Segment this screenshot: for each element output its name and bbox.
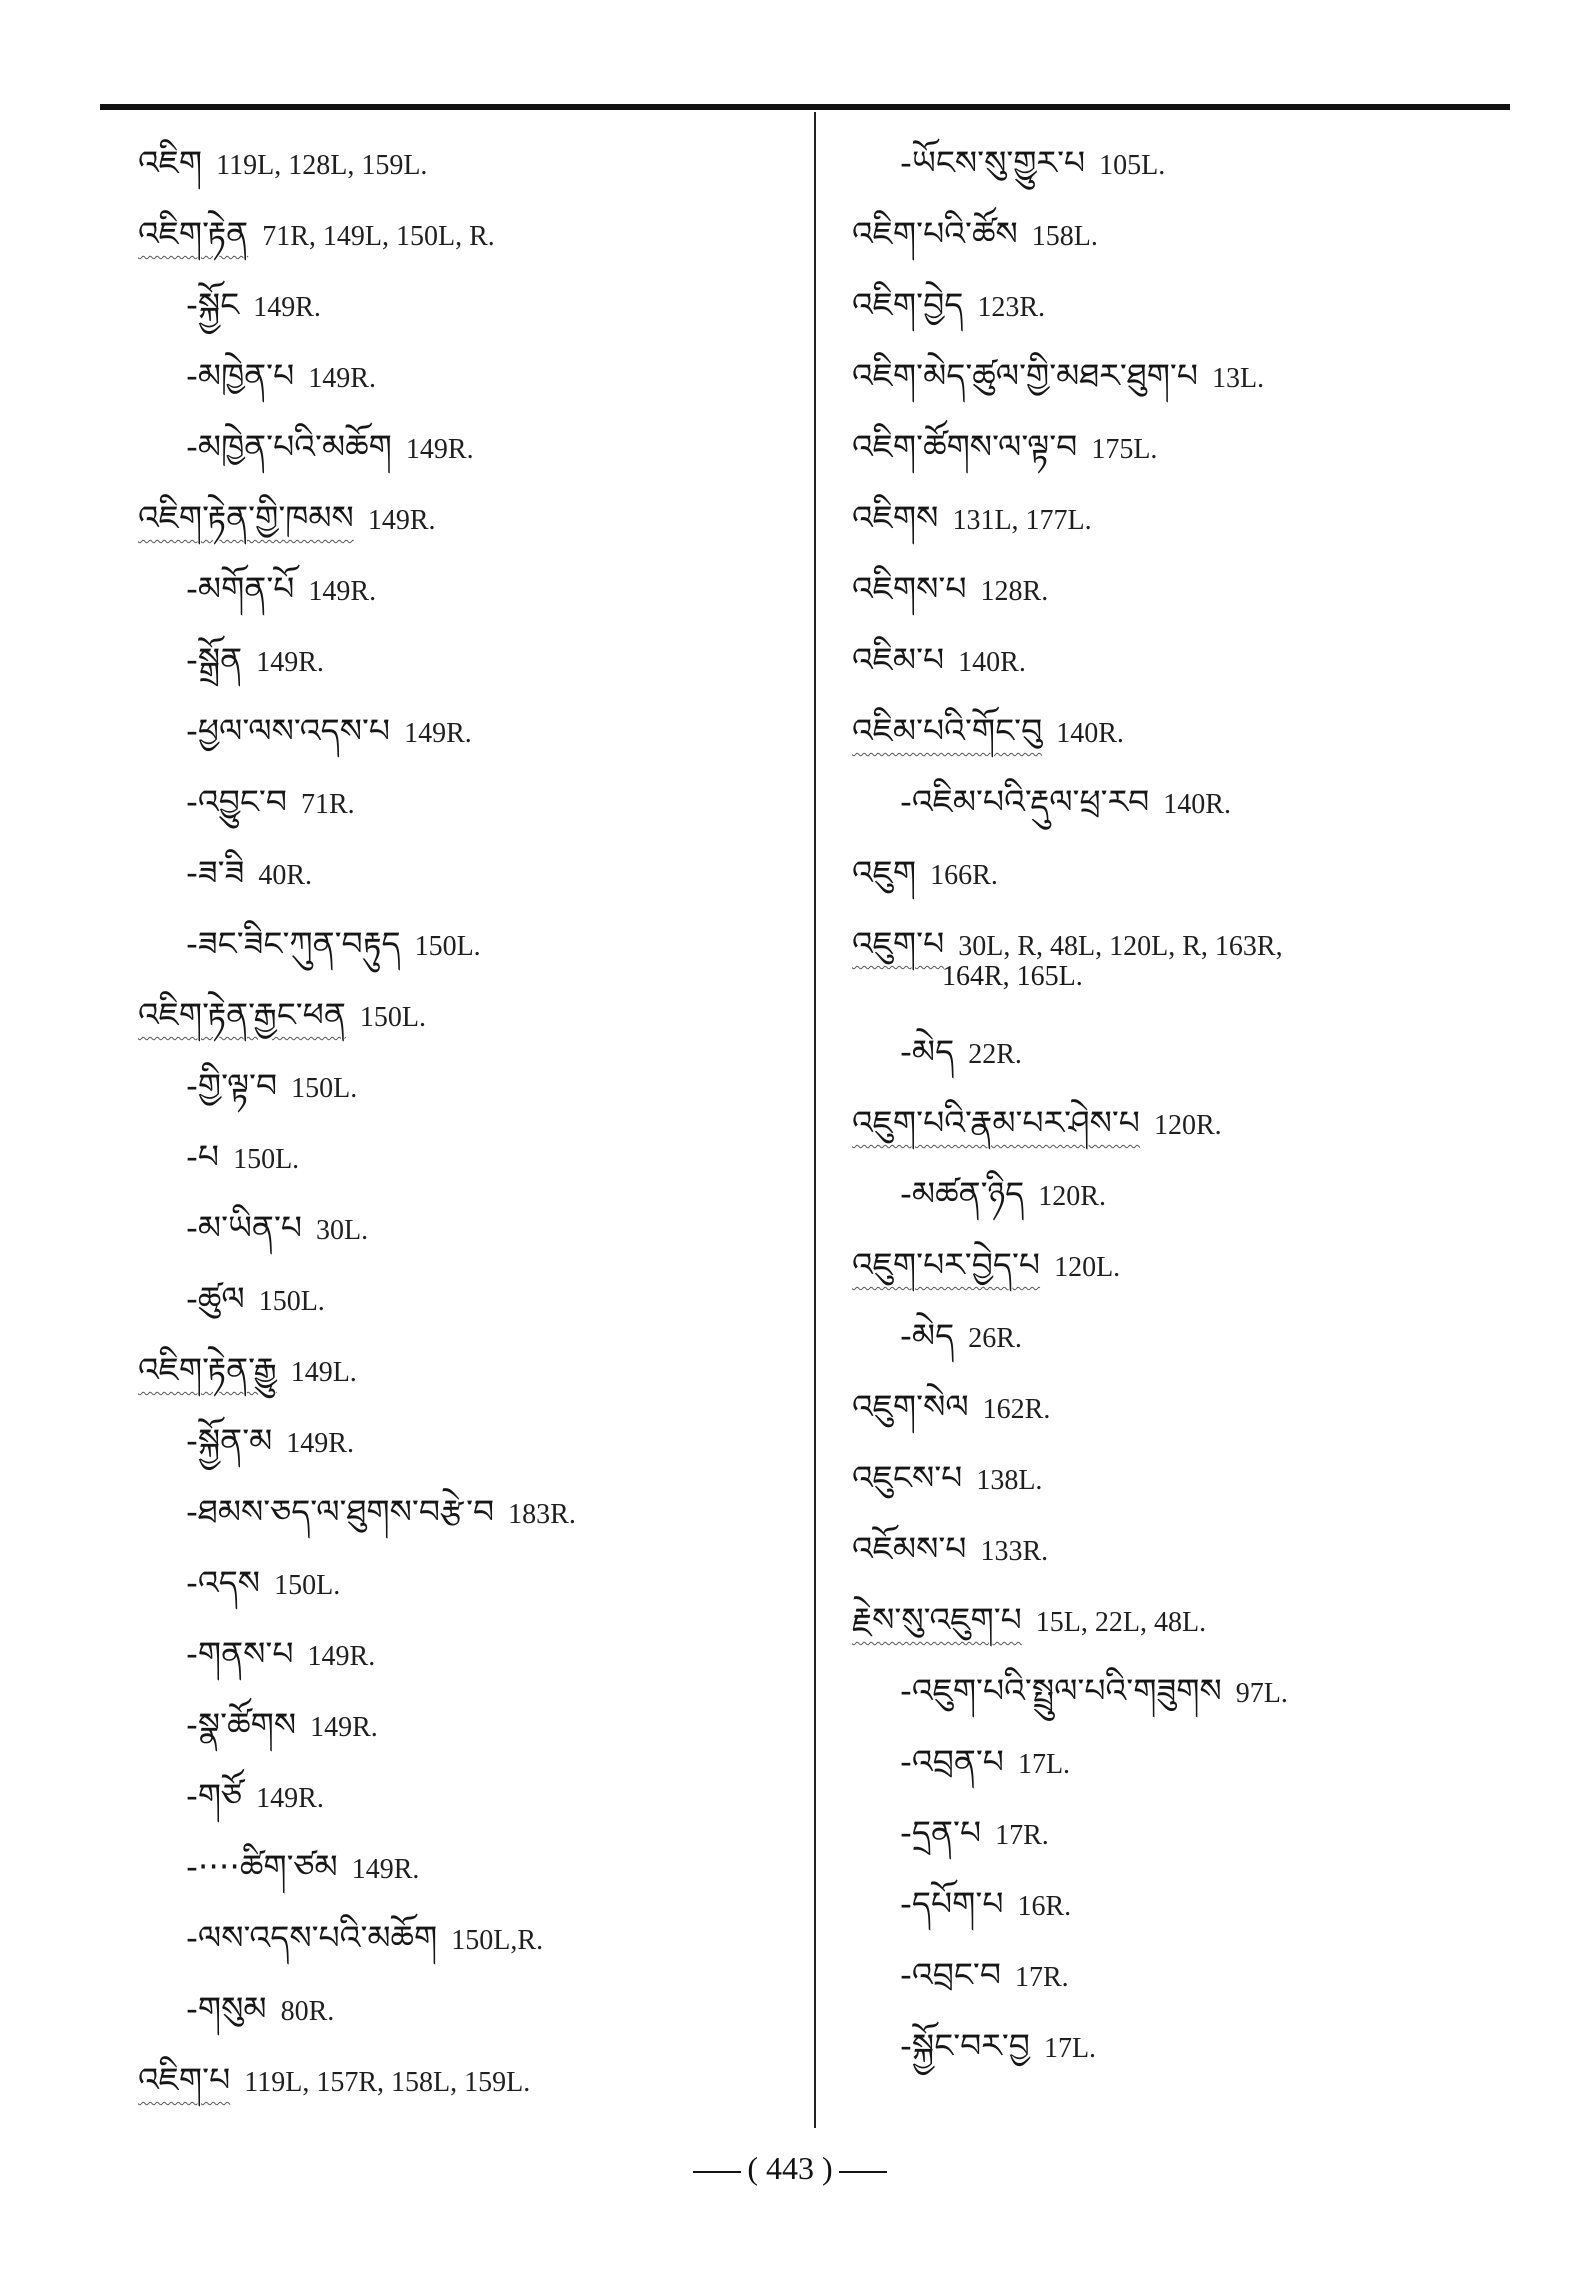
sub-entry [852, 1017, 1492, 1088]
page-references: 149L. [290, 1357, 357, 1388]
page-references: 30L. [316, 1215, 369, 1246]
headword-entry [852, 412, 1492, 483]
right-column [852, 128, 1492, 2082]
sub-entry [138, 767, 798, 838]
tibetan-term: འཇིག་རྟེན་རྒྱང་ཕན [138, 995, 346, 1034]
sub-entry [138, 1193, 798, 1264]
sub-entry [852, 128, 1492, 199]
page-references: 17R. [995, 1820, 1049, 1851]
page-references: 140R. [958, 647, 1026, 678]
tibetan-term: འཇིག་པ [138, 2060, 231, 2099]
page-references: 149R. [351, 1854, 420, 1885]
page-references: 13L. [1212, 363, 1265, 394]
tibetan-term: -མ་ཡིན་པ [186, 1208, 303, 1247]
tibetan-term: -འབྲང་བ [900, 1955, 1001, 1994]
tibetan-term: -འཇུག་པའི་སྤྲུལ་པའི་གཟུགས [900, 1671, 1222, 1710]
sub-entry [138, 1406, 798, 1477]
page-references: 150L. [414, 931, 481, 962]
paren-close: ) [822, 2150, 833, 2186]
tibetan-term: འཇུག་པར་བྱེད་པ [852, 1245, 1041, 1284]
sub-entry [138, 1477, 798, 1548]
tibetan-term: -མེད [900, 1032, 955, 1071]
sub-entry [138, 1761, 798, 1832]
tibetan-term: -མེད [900, 1316, 955, 1355]
sub-entry [138, 1548, 798, 1619]
sub-entry [852, 1301, 1492, 1372]
page-references: 149R. [256, 647, 324, 678]
page-references: 71R. [300, 789, 355, 820]
sub-entry [138, 1051, 798, 1122]
tibetan-term: འཇིག་ཚོགས་ལ་ལྟ་བ [852, 427, 1078, 466]
tibetan-term: -ཕྱལ་ལས་འདས་པ [186, 711, 391, 750]
tibetan-term: -དཔོག་པ [900, 1884, 1004, 1923]
page-references: 149R. [405, 434, 474, 465]
headword-entry [138, 199, 798, 270]
sub-entry [852, 767, 1492, 838]
headword-entry [852, 1514, 1492, 1585]
footer-dash-right [839, 2171, 887, 2173]
page-references: 150L. [258, 1286, 325, 1317]
tibetan-term: -གཙོ [186, 1776, 243, 1815]
tibetan-term: འཇིག་བྱེད [852, 285, 964, 324]
tibetan-term: -པ [186, 1137, 220, 1176]
headword-entry [138, 128, 798, 199]
page-references: 17L. [1043, 2033, 1097, 2064]
tibetan-term: འཇུག་པ [852, 924, 945, 963]
sub-entry [138, 270, 798, 341]
page-references: 149R. [253, 292, 321, 323]
tibetan-term: འཇུག་པའི་རྣམ་པར་ཤེས་པ [852, 1103, 1140, 1142]
tibetan-term: འཇུག [852, 853, 917, 892]
sub-entry [138, 1619, 798, 1690]
page-number: 443 [766, 2150, 814, 2186]
headword-entry [852, 838, 1492, 909]
headword-entry [852, 1088, 1492, 1159]
page-references: 149R. [307, 1641, 376, 1672]
page-references: 149R. [308, 363, 376, 394]
tibetan-term: -མཁྱེན་པའི་མཆོག [186, 427, 392, 466]
sub-entry [852, 1798, 1492, 1869]
sub-entry [138, 412, 798, 483]
page-references: 71R, 149L, 150L, R. [262, 221, 495, 252]
page-references: 17L. [1017, 1749, 1071, 1780]
tibetan-term: -ཟ་ཟི [186, 853, 245, 892]
tibetan-term: -འཇིམ་པའི་རྡུལ་ཕྲ་རབ [900, 782, 1150, 821]
headword-entry [138, 980, 798, 1051]
tibetan-term: -····ཚིག་ཙམ [186, 1847, 338, 1886]
sub-entry [138, 1832, 798, 1903]
tibetan-term: འཇིག་རྟེན [138, 214, 249, 253]
column-divider [814, 112, 816, 2128]
tibetan-term: -ཚུལ [186, 1279, 245, 1318]
page-references: 149R. [367, 505, 436, 536]
tibetan-term: -མགོན་པོ [186, 569, 295, 608]
sub-entry [138, 838, 798, 909]
tibetan-term: འཇིམ་པ [852, 640, 945, 679]
page-references: 80R. [280, 1996, 335, 2027]
page-references: 120R. [1153, 1110, 1222, 1141]
sub-entry [138, 1903, 798, 1974]
headword-entry [852, 554, 1492, 625]
tibetan-term: -གནས་པ [186, 1634, 294, 1673]
sub-entry [138, 625, 798, 696]
tibetan-term: -སྐྱོང་བར་བྱ [900, 2026, 1030, 2065]
left-column [138, 128, 798, 2116]
tibetan-term: འཇུག་སེལ [852, 1387, 969, 1426]
headword-entry [852, 341, 1492, 412]
tibetan-term: འཇུངས་པ [852, 1458, 963, 1497]
page-references: 97L. [1235, 1678, 1288, 1709]
tibetan-term: འཇིགས [852, 498, 939, 537]
page-references: 150L. [274, 1570, 341, 1601]
tibetan-term: འཇིག་མེད་ཚུལ་གྱི་མཐར་ཐུག་པ [852, 356, 1199, 395]
sub-entry [138, 1974, 798, 2045]
tibetan-term: འཇིམ་པའི་གོང་བུ [852, 711, 1043, 750]
sub-entry [852, 1727, 1492, 1798]
page-references: 22R. [968, 1039, 1022, 1070]
tibetan-term: -སྐྱོང [186, 285, 240, 324]
headword-entry [852, 1372, 1492, 1443]
page-references: 175L. [1091, 434, 1158, 465]
page-references: 105L. [1099, 150, 1166, 181]
page-references: 26R. [968, 1323, 1022, 1354]
page-references: 149R. [404, 718, 472, 749]
page-references: 162R. [982, 1394, 1051, 1425]
tibetan-term: -གསུམ [186, 1989, 267, 2028]
page-references: 150L. [291, 1073, 358, 1104]
page-references: 120L. [1054, 1252, 1121, 1283]
tibetan-term: -སྣ་ཚོགས [186, 1705, 297, 1744]
page-references: 140R. [1056, 718, 1124, 749]
headword-entry [138, 2045, 798, 2116]
page-references: 131L, 177L. [952, 505, 1092, 536]
sub-entry [138, 696, 798, 767]
page-references: 119L, 157R, 158L, 159L. [244, 2067, 531, 2098]
page-references: 15L, 22L, 48L. [1035, 1607, 1207, 1638]
tibetan-term: འཇོམས་པ [852, 1529, 967, 1568]
headword-entry [852, 909, 1492, 1017]
headword-entry [852, 1585, 1492, 1656]
sub-entry [852, 1159, 1492, 1230]
headword-entry [852, 625, 1492, 696]
page-references: 120R. [1038, 1181, 1106, 1212]
headword-entry [852, 696, 1492, 767]
tibetan-term: -འབྱུང་བ [186, 782, 287, 821]
tibetan-term: -འདས [186, 1563, 261, 1602]
page-references: 150L. [359, 1002, 426, 1033]
sub-entry [138, 554, 798, 625]
tibetan-term: -མཚན་ཉིད [900, 1174, 1025, 1213]
page-references: 128R. [980, 576, 1049, 607]
sub-entry [852, 1940, 1492, 2011]
page-references: 119L, 128L, 159L. [216, 150, 428, 181]
headword-entry [852, 199, 1492, 270]
sub-entry [852, 2011, 1492, 2082]
page-references: 149R. [256, 1783, 324, 1814]
page-references: 123R. [977, 292, 1046, 323]
page-references: 149R. [286, 1428, 354, 1459]
sub-entry [138, 909, 798, 980]
tibetan-term: -སྐྱོན་མ [186, 1421, 273, 1460]
tibetan-term: འཇིག་རྟེན་གྱི་ཁམས [138, 498, 354, 537]
tibetan-term: -ལས་འདས་པའི་མཆོག [186, 1918, 438, 1957]
page-references: 166R. [930, 860, 998, 891]
tibetan-term: རྗེས་སུ་འཇུག་པ [852, 1600, 1022, 1639]
page-references: 183R. [508, 1499, 576, 1530]
headword-entry [852, 1230, 1492, 1301]
tibetan-term: -ཐམས་ཅད་ལ་ཐུགས་བརྩེ་བ [186, 1492, 495, 1531]
page-references: 17R. [1014, 1962, 1069, 1993]
tibetan-term: -འབྲན་པ [900, 1742, 1004, 1781]
sub-entry [138, 1264, 798, 1335]
page-references: 150L. [233, 1144, 300, 1175]
headword-entry [852, 270, 1492, 341]
headword-entry [138, 1335, 798, 1406]
page-references: 149R. [308, 576, 377, 607]
page-references-continued: 164R, 165L. [942, 961, 1083, 992]
tibetan-term: -གྱི་ལྟ་བ [186, 1066, 278, 1105]
page-references: 140R. [1163, 789, 1231, 820]
tibetan-term: འཇིགས་པ [852, 569, 967, 608]
sub-entry [852, 1656, 1492, 1727]
headword-entry [138, 483, 798, 554]
page-references: 133R. [980, 1536, 1049, 1567]
sub-entry [138, 341, 798, 412]
headword-entry [852, 483, 1492, 554]
page-references: 149R. [310, 1712, 378, 1743]
page-references: 138L. [976, 1465, 1043, 1496]
page-references: 30L, R, 48L, 120L, R, 163R, [958, 931, 1283, 962]
tibetan-term: -དྲན་པ [900, 1813, 982, 1852]
tibetan-term: འཇིག་རྟེན་རྒྱུ [138, 1350, 277, 1389]
tibetan-term: -མཁྱེན་པ [186, 356, 295, 395]
page-references: 16R. [1017, 1891, 1072, 1922]
sub-entry [138, 1122, 798, 1193]
tibetan-term: -ཟང་ཟིང་ཀུན་བརྟུད [186, 924, 401, 963]
headword-entry [852, 1443, 1492, 1514]
tibetan-term: འཇིག་པའི་ཚོས [852, 214, 1018, 253]
top-rule [100, 104, 1510, 110]
page-references: 40R. [258, 860, 313, 891]
tibetan-term: འཇིག [138, 143, 203, 182]
tibetan-term: -སྒྲོན [186, 640, 243, 679]
sub-entry [138, 1690, 798, 1761]
page-references: 150L,R. [451, 1925, 544, 1956]
footer-dash-left [693, 2171, 741, 2173]
sub-entry [852, 1869, 1492, 1940]
page-footer [0, 2150, 1580, 2187]
tibetan-term: -ཡོངས་སུ་གྱུར་པ [900, 143, 1086, 182]
page-references: 158L. [1031, 221, 1098, 252]
paren-open: ( [747, 2150, 758, 2186]
